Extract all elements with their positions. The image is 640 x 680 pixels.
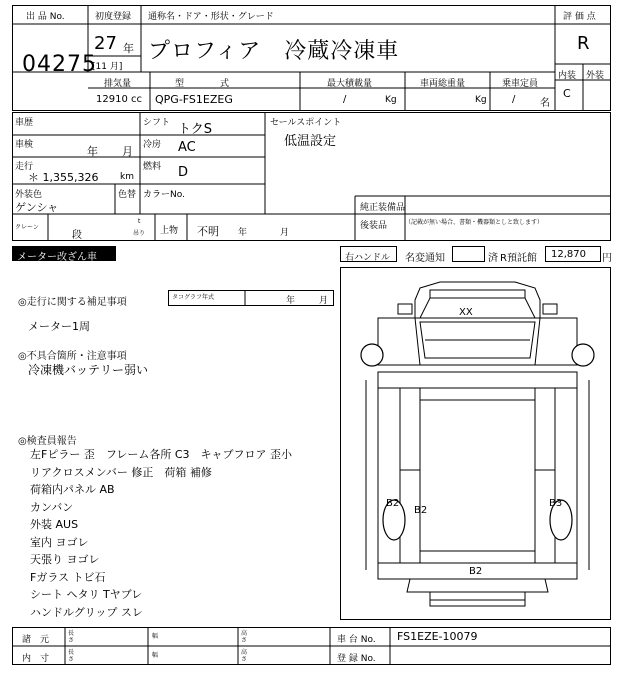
chassis-label: 車 台 No. (337, 635, 376, 645)
reg-year: 27 (94, 33, 117, 54)
displacement-value: 12910 (96, 94, 128, 105)
inspector-line: 外装 AUS (30, 518, 79, 531)
color-label: 外装色 (15, 190, 43, 200)
truck-diagram (366, 282, 589, 606)
sales-point-label: セールスポイント (270, 118, 342, 128)
history-label: 車歴 (15, 118, 34, 128)
crane-label: クレーン (15, 224, 39, 231)
lot-number: 04275 (22, 52, 97, 77)
defect-heading: ◎不具合箇所・注意事項 (18, 351, 127, 362)
tacho-label: タコグラフ年式 (172, 294, 215, 301)
inspector-line: シート ヘタリ Tヤブレ (30, 588, 143, 601)
chassis-value: FS1EZE-10079 (397, 630, 478, 643)
inspector-line: 室内 ヨゴレ (30, 535, 89, 549)
sales-point-value: 低温設定 (284, 134, 337, 149)
deposit-label: 済 (488, 253, 498, 264)
crane-hook: 吊り (133, 230, 146, 237)
meter-tamper-banner: メーター改ざん車 (17, 252, 97, 263)
driving-heading: ◎走行に関する補足事項 (18, 297, 127, 308)
reg-year-unit: 年 (123, 42, 134, 55)
interior-grade: C (563, 87, 571, 100)
model-name: プロフィア 冷蔵冷凍車 (148, 39, 400, 64)
inspector-line: ハンドルグリップ スレ (30, 605, 143, 619)
shift-value: トクS (178, 122, 212, 137)
displacement-unit: cc (131, 94, 142, 105)
recycle-unit: 円 (602, 253, 612, 264)
model-code: QPG-FS1EZEG (155, 93, 233, 106)
upper-month: 月 (280, 228, 290, 238)
inspector-line: 天張り ヨゴレ (30, 553, 100, 566)
lot-no-label: 出 品 No. (26, 12, 65, 22)
max-load-label: 最大積載量 (327, 79, 373, 89)
length-label-2: 長さ (68, 649, 75, 663)
crane-stage: 段 (72, 230, 82, 241)
tacho-year: 年 (286, 296, 296, 306)
upper-year: 年 (238, 228, 248, 238)
interior-label: 内装 (558, 71, 577, 81)
rhd-label: 右ハンドル (345, 253, 391, 263)
ac-label: 冷房 (143, 140, 162, 150)
model-code-label: 型 式 (175, 79, 230, 89)
shift-label: シフト (143, 118, 171, 128)
fuel-label: 燃料 (143, 162, 162, 172)
capacity-label: 乗車定員 (502, 79, 539, 89)
aftermarket-note: （記載が無い場合、書類・機器類としと致します） (405, 219, 544, 226)
interior-dims-label: 内 寸 (22, 654, 50, 664)
fuel-value: D (178, 165, 189, 180)
mileage-unit: km (120, 172, 134, 182)
inspector-line: リアクロスメンバー 修正 荷箱 補修 (30, 465, 212, 479)
color-change-label: 色替 (118, 190, 137, 200)
damage-mark-right-wheel: B3 (549, 498, 563, 509)
damage-mark-left-wheel: B2 (386, 498, 400, 509)
inspector-line: 左Fピラー 歪 フレーム各所 C3 キャブフロア 歪小 (30, 448, 293, 461)
exterior-label: 外装 (586, 71, 605, 81)
recycle-value: 12,870 (551, 249, 586, 260)
ac-value: AC (178, 140, 196, 155)
reg-month: [11 月] (92, 62, 123, 72)
overall-grade: R (577, 33, 590, 54)
gross-weight-label: 車両総重量 (420, 79, 466, 89)
name-change-label: 名変通知 (405, 253, 445, 264)
inspector-heading: ◎検査員報告 (18, 436, 77, 447)
inspector-line: カンバン (30, 500, 74, 514)
mileage-value: ＊ 1,355,326 (28, 171, 99, 184)
damage-mark-left-panel: B2 (414, 505, 428, 516)
mileage-label: 走行 (15, 162, 34, 172)
tacho-month: 月 (319, 296, 329, 306)
capacity-slash: / (512, 94, 516, 105)
first-registration-label: 初度登録 (95, 12, 132, 22)
equipment-label: 純正装備品 (360, 203, 406, 213)
inspection-label: 車検 (15, 140, 34, 150)
color-no-label: カラーNo. (143, 190, 185, 200)
inspection-year-unit: 年 (87, 145, 98, 158)
damage-mark-rear: B2 (469, 566, 483, 577)
crane-ton: t (138, 218, 141, 225)
displacement-label: 排気量 (104, 79, 132, 89)
max-load-unit: Kg (385, 95, 397, 105)
inspector-report-list (30, 446, 330, 621)
height-label-2: 高さ (241, 649, 248, 663)
damage-mark-cab: XX (459, 307, 473, 318)
gross-weight-unit: Kg (475, 95, 487, 105)
width-label-2: 幅 (152, 652, 159, 659)
driving-note: メーター1周 (28, 320, 90, 333)
width-label: 幅 (152, 633, 159, 640)
aftermarket-label: 後装品 (360, 221, 388, 231)
inspector-line: 荷箱内パネル AB (30, 483, 115, 496)
length-label: 長さ (68, 630, 75, 644)
upper-value: 不明 (197, 225, 219, 238)
max-load-slash: / (343, 94, 347, 105)
inspector-line: Fガラス トビ石 (30, 570, 106, 584)
recycle-label: R預託館 (500, 253, 537, 264)
grade-label: 評 価 点 (563, 12, 596, 22)
dims-label: 諸 元 (22, 635, 50, 645)
registration-label: 登 録 No. (337, 654, 376, 664)
upper-label: 上物 (160, 226, 179, 236)
capacity-unit: 名 (540, 98, 550, 109)
height-label: 高さ (241, 630, 248, 644)
defect-note: 冷凍機バッテリー弱い (28, 363, 149, 377)
color-value: ゲンシャ (15, 201, 59, 214)
inspection-month-unit: 月 (122, 145, 133, 158)
vehicle-name-label: 通称名・ドア・形状・グレード (148, 12, 274, 22)
